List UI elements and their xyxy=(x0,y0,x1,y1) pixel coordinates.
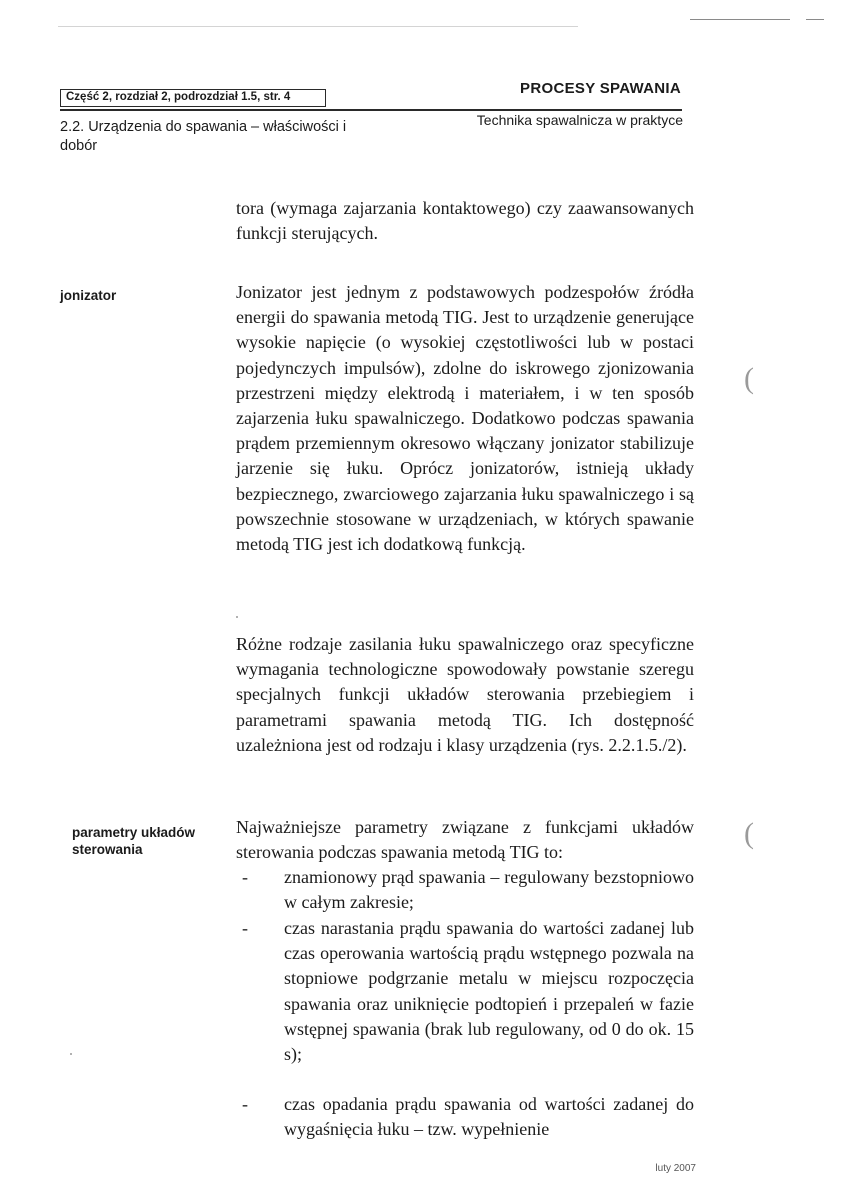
binder-hole-mark: ( xyxy=(744,362,754,395)
list-item-text: znamionowy prąd spawania – regulowany bezstopniowo w całym zakresie; xyxy=(284,867,694,913)
section-title: 2.2. Urządzenia do spawania – właściwości i dobór xyxy=(60,119,347,154)
control-intro-paragraph: Najważniejsze parametry związane z funkcjami układów sterowania podczas spawania metodą TIG to: xyxy=(236,817,694,863)
list-item-text: czas opadania prądu spawania od wartości zadanej do wygaśnięcia łuku – tzw. wypełnienie xyxy=(284,1094,694,1140)
intro-paragraph: tora (wymaga zajarzania kontaktowego) czy zaawansowanych funkcji sterujących. xyxy=(236,198,694,244)
power-paragraph: Różne rodzaje zasilania łuku spawalniczego oraz specyficzne wymagania technologiczne spowodowały powstanie szeregu specjalnych funkcji układów sterowania przebiegiem i parametrami spawania metodą TIG. Ich dostępność uzależniona jest od rodzaju i klasy urządzenia (rys. 2.2.1.5./2). xyxy=(236,634,694,755)
scan-dot xyxy=(236,616,238,618)
list-bullet: - xyxy=(242,918,248,938)
publication-name: Technika spawalnicza w praktyce xyxy=(476,112,683,128)
header-rule xyxy=(60,109,682,111)
control-side-label: parametry układów sterowania xyxy=(72,825,196,857)
list-item-text: czas narastania prądu spawania do wartości zadanej lub czas operowania wartością prądu wstępnego pozwala na stopniowe podgrzanie metalu w miejscu rozpoczęcia spawania oraz uniknięcie podtopień i przepaleń w fazie wstępnej spawania (brak lub regulowany, od 0 do ok. 15 s); xyxy=(284,918,694,1065)
scan-artifact-line xyxy=(806,19,824,20)
scan-dot xyxy=(70,1053,72,1055)
ionizer-paragraph: Jonizator jest jednym z podstawowych podzespołów źródła energii do spawania metodą TIG. Jest to urządzenie generujące wysokie napięcie (o wysokiej częstotliwości lub w postaci pojedynczych impulsów), zdolne do iskrowego zjonizowania przestrzeni między elektrodą i materiałem, i w ten sposób zajarzenia łuku spawalniczego. Dodatkowo podczas spawania prądem przemiennym okresowo włączany jonizator stabilizuje jarzenie się łuku. Oprócz jonizatorów, istnieją układy bezpiecznego, zwarciowego zajarzania łuku spawalniczego i są powszechnie stosowane w urządzeniach, w których spawanie metodą TIG jest ich dodatkową funkcją. xyxy=(236,282,694,555)
running-title: PROCESY SPAWANIA xyxy=(520,80,681,97)
chapter-location-box xyxy=(60,89,326,107)
list-bullet: - xyxy=(242,867,248,887)
ionizer-side-label: jonizator xyxy=(60,288,117,303)
edition-footer: luty 2007 xyxy=(655,1163,696,1174)
chapter-location: Część 2, rozdział 2, podrozdział 1.5, str. 4 xyxy=(66,91,291,103)
scan-artifact-line xyxy=(690,19,790,20)
scan-artifact-line xyxy=(58,26,578,27)
list-bullet: - xyxy=(242,1094,248,1114)
binder-hole-mark: ( xyxy=(744,817,754,850)
